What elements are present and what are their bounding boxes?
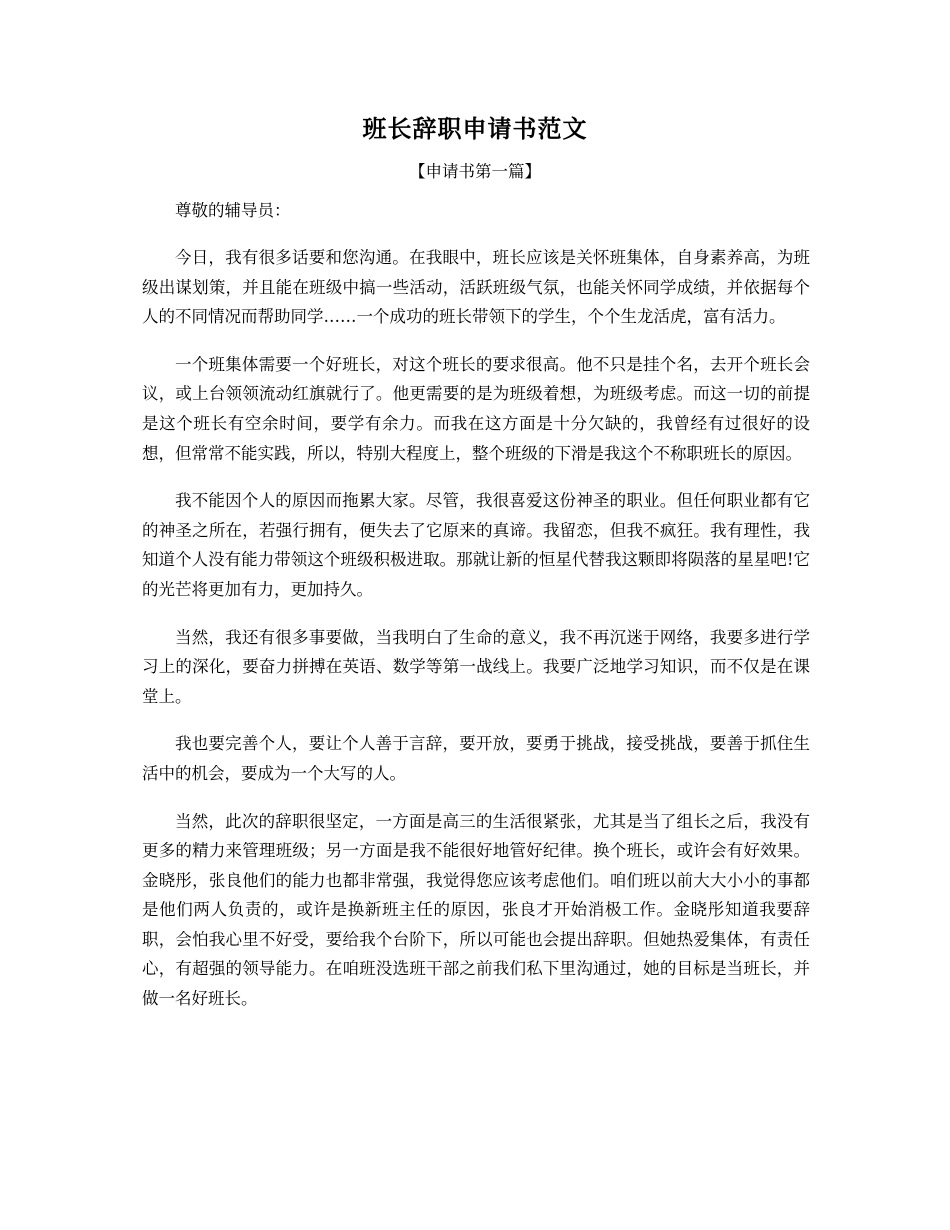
paragraph-6: 当然，此次的辞职很坚定，一方面是高三的生活很紧张，尤其是当了组长之后，我没有更多的精力来管理班级；另一方面是我不能很好地管好纪律。换个班长，或许会有好效果。金晓彤，张良他们的能力也都非常强，我觉得您应该考虑他们。咱们班以前大大小小的事都是他们两人负责的，或许是换新班主任的原因，张良才开始消极工作。金晓彤知道我要辞职，会怕我心里不好受，要给我个台阶下，所以可能也会提出辞职。但她热爱集体，有责任心，有超强的领导能力。在咱班没选班干部之前我们私下里沟通过，她的目标是当班长，并做一名好班长。 — [142, 811, 810, 1009]
paragraph-2: 一个班集体需要一个好班长，对这个班长的要求很高。他不只是挂个名，去开个班长会议，或上台领领流动红旗就行了。他更需要的是为班级着想，为班级考虑。而这一切的前提是这个班长有空余时间，要学有余力。而我在这方面是十分欠缺的，我曾经有过很好的设想，但常常不能实践，所以，特别大程度上，整个班级的下滑是我这个不称职班长的原因。 — [142, 354, 810, 463]
document-subtitle: 【申请书第一篇】 — [409, 162, 541, 181]
document-title: 班长辞职申请书范文 — [362, 114, 588, 143]
document-body — [142, 196, 810, 1032]
paragraph-5: 我也要完善个人，要让个人善于言辞，要开放，要勇于挑战，接受挑战，要善于抓住生活中的机会，要成为一个大写的人。 — [142, 734, 810, 783]
greeting: 尊敬的辅导员： — [175, 201, 291, 220]
paragraph-4: 当然，我还有很多事要做，当我明白了生命的意义，我不再沉迷于网络，我要多进行学习上的深化，要奋力拼搏在英语、数学等第一战线上。我要广泛地学习知识，而不仅是在课堂上。 — [142, 627, 810, 706]
paragraph-3: 我不能因个人的原因而拖累大家。尽管，我很喜爱这份神圣的职业。但任何职业都有它的神圣之所在，若强行拥有，便失去了它原来的真谛。我留恋，但我不疯狂。我有理性，我知道个人没有能力带领这个班级积极进取。那就让新的恒星代替我这颗即将陨落的星星吧!它的光芒将更加有力，更加持久。 — [142, 491, 810, 599]
paragraph-1: 今日，我有很多话要和您沟通。在我眼中，班长应该是关怀班集体，自身素养高，为班级出谋划策，并且能在班级中搞一些活动，活跃班级气氛，也能关怀同学成绩，并依据每个人的不同情况而帮助同学……一个成功的班长带领下的学生，个个生龙活虎，富有活力。 — [142, 248, 810, 327]
